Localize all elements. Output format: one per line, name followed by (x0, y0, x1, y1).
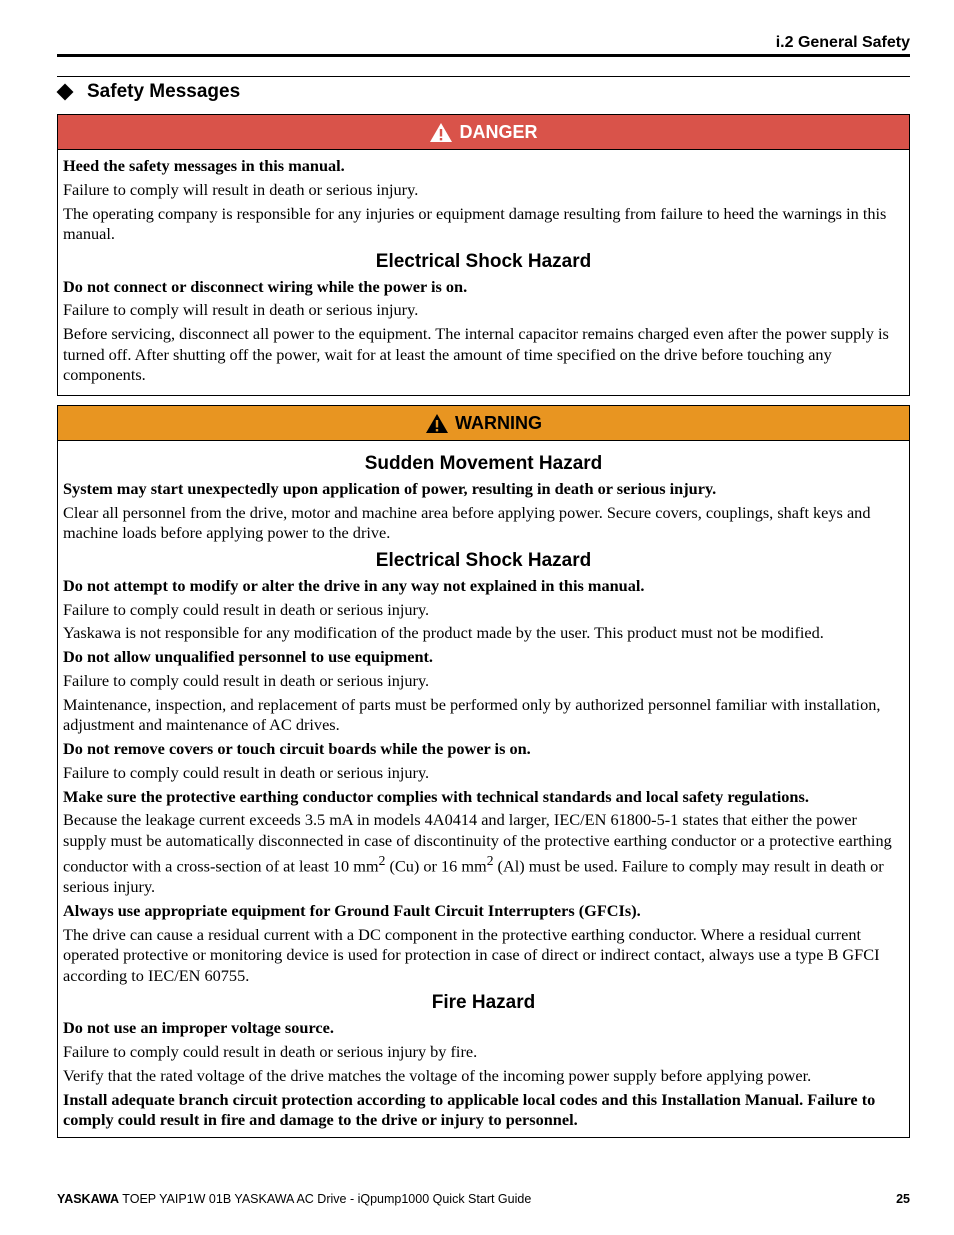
warning-text: Always use appropriate equipment for Ground Fault Circuit Interrupters (GFCIs). (63, 901, 641, 921)
warning-text: Maintenance, inspection, and replacement of parts must be performed only by authorized personnel familiar with installation, adjustment and maintenance of AC drives. (63, 694, 881, 735)
danger-body (58, 150, 909, 395)
superscript: 2 (486, 853, 494, 869)
section-heading (57, 81, 240, 103)
header-title: i.2 General Safety (775, 34, 910, 51)
warning-text (63, 810, 904, 897)
danger-text: The operating company is responsible for any injuries or equipment damage resulting from failure to heed the warnings in this manual. (63, 203, 887, 244)
danger-text: Heed the safety messages in this manual. (63, 156, 345, 175)
danger-text: Failure to comply will result in death or serious injury. (63, 300, 419, 320)
warning-text: Verify that the rated voltage of the drive matches the voltage of the incoming power supply before applying power. (63, 1066, 812, 1086)
hazard-heading: Sudden Movement Hazard (364, 453, 603, 474)
warning-text: Failure to comply could result in death or serious injury. (63, 670, 430, 690)
warning-text: Failure to comply could result in death or serious injury. (63, 599, 430, 619)
page-number: 25 (896, 1192, 910, 1206)
hazard-heading: Fire Hazard (431, 992, 536, 1014)
page-header (57, 32, 910, 57)
hazard-heading: Electrical Shock Hazard (375, 250, 592, 272)
warning-label: WARNING (455, 412, 542, 433)
diamond-bullet-icon (57, 84, 74, 101)
page-footer (57, 1192, 910, 1206)
danger-text: Before servicing, disconnect all power to the equipment. The internal capacitor remains charged even after the power supply is turned off. After shutting off the power, wait for at least the amount of time specified on the drive before touching any components. (63, 324, 889, 385)
warning-triangle-icon (429, 122, 453, 143)
warning-body (58, 441, 909, 1137)
footer-text: TOEP YAIP1W 01B YASKAWA AC Drive - iQpump1000 Quick Start Guide (119, 1192, 532, 1206)
warning-text: Clear all personnel from the drive, motor and machine area before applying power. Secure covers, couplings, shaft keys and machine loads before applying power to the drive. (63, 502, 871, 543)
warning-box (57, 405, 910, 1138)
warning-text: Do not allow unqualified personnel to use equipment. (63, 647, 434, 667)
footer-brand: YASKAWA (57, 1192, 120, 1206)
section-title: Safety Messages (87, 81, 241, 102)
warning-text: Yaskawa is not responsible for any modification of the product made by the user. This product must not be modified. (63, 623, 824, 643)
warning-text: Do not remove covers or touch circuit boards while the power is on. (63, 739, 531, 759)
warning-text: System may start unexpectedly upon application of power, resulting in death or serious injury. (63, 479, 717, 498)
text-run: Because the leakage current exceeds 3.5 mA in models 4A0414 and larger, IEC/EN 61800-5-1 states that either the power supply must be automatically disconnected in case of discontinuity of the protective earthing conductor or a protective earthing conductor with a cross-section of at least 10 mm (63, 810, 892, 876)
text-run: (Cu) or 16 mm (385, 856, 487, 876)
warning-text: Failure to comply could result in death or serious injury. (63, 762, 430, 782)
section-divider (57, 76, 910, 77)
warning-header (58, 406, 909, 441)
warning-text: Do not attempt to modify or alter the drive in any way not explained in this manual. (63, 575, 645, 595)
superscript: 2 (378, 853, 386, 869)
text-run: (Al) must be used. Failure to comply may result in death or serious injury. (63, 856, 884, 897)
danger-text: Do not connect or disconnect wiring while the power is on. (63, 276, 468, 296)
warning-text: Do not use an improper voltage source. (63, 1018, 334, 1038)
danger-header (58, 115, 909, 150)
danger-text: Failure to comply will result in death or serious injury. (63, 179, 419, 199)
warning-text: Failure to comply could result in death or serious injury by fire. (63, 1042, 478, 1062)
danger-label: DANGER (459, 121, 538, 142)
warning-triangle-icon (425, 413, 449, 434)
hazard-heading: Electrical Shock Hazard (375, 549, 592, 571)
danger-box (57, 114, 910, 396)
warning-text: Make sure the protective earthing conductor complies with technical standards and local safety regulations. (63, 786, 809, 806)
warning-text: The drive can cause a residual current with a DC component in the protective earthing conductor. Where a residual current operated protective or monitoring device is used for protection in case of direct or indirect contact, always use a type B GFCI according to IEC/EN 60755. (63, 924, 880, 985)
warning-text: Install adequate branch circuit protection according to applicable local codes and this Installation Manual. Failure to comply could result in fire and damage to the drive or injury to personnel. (63, 1089, 876, 1130)
